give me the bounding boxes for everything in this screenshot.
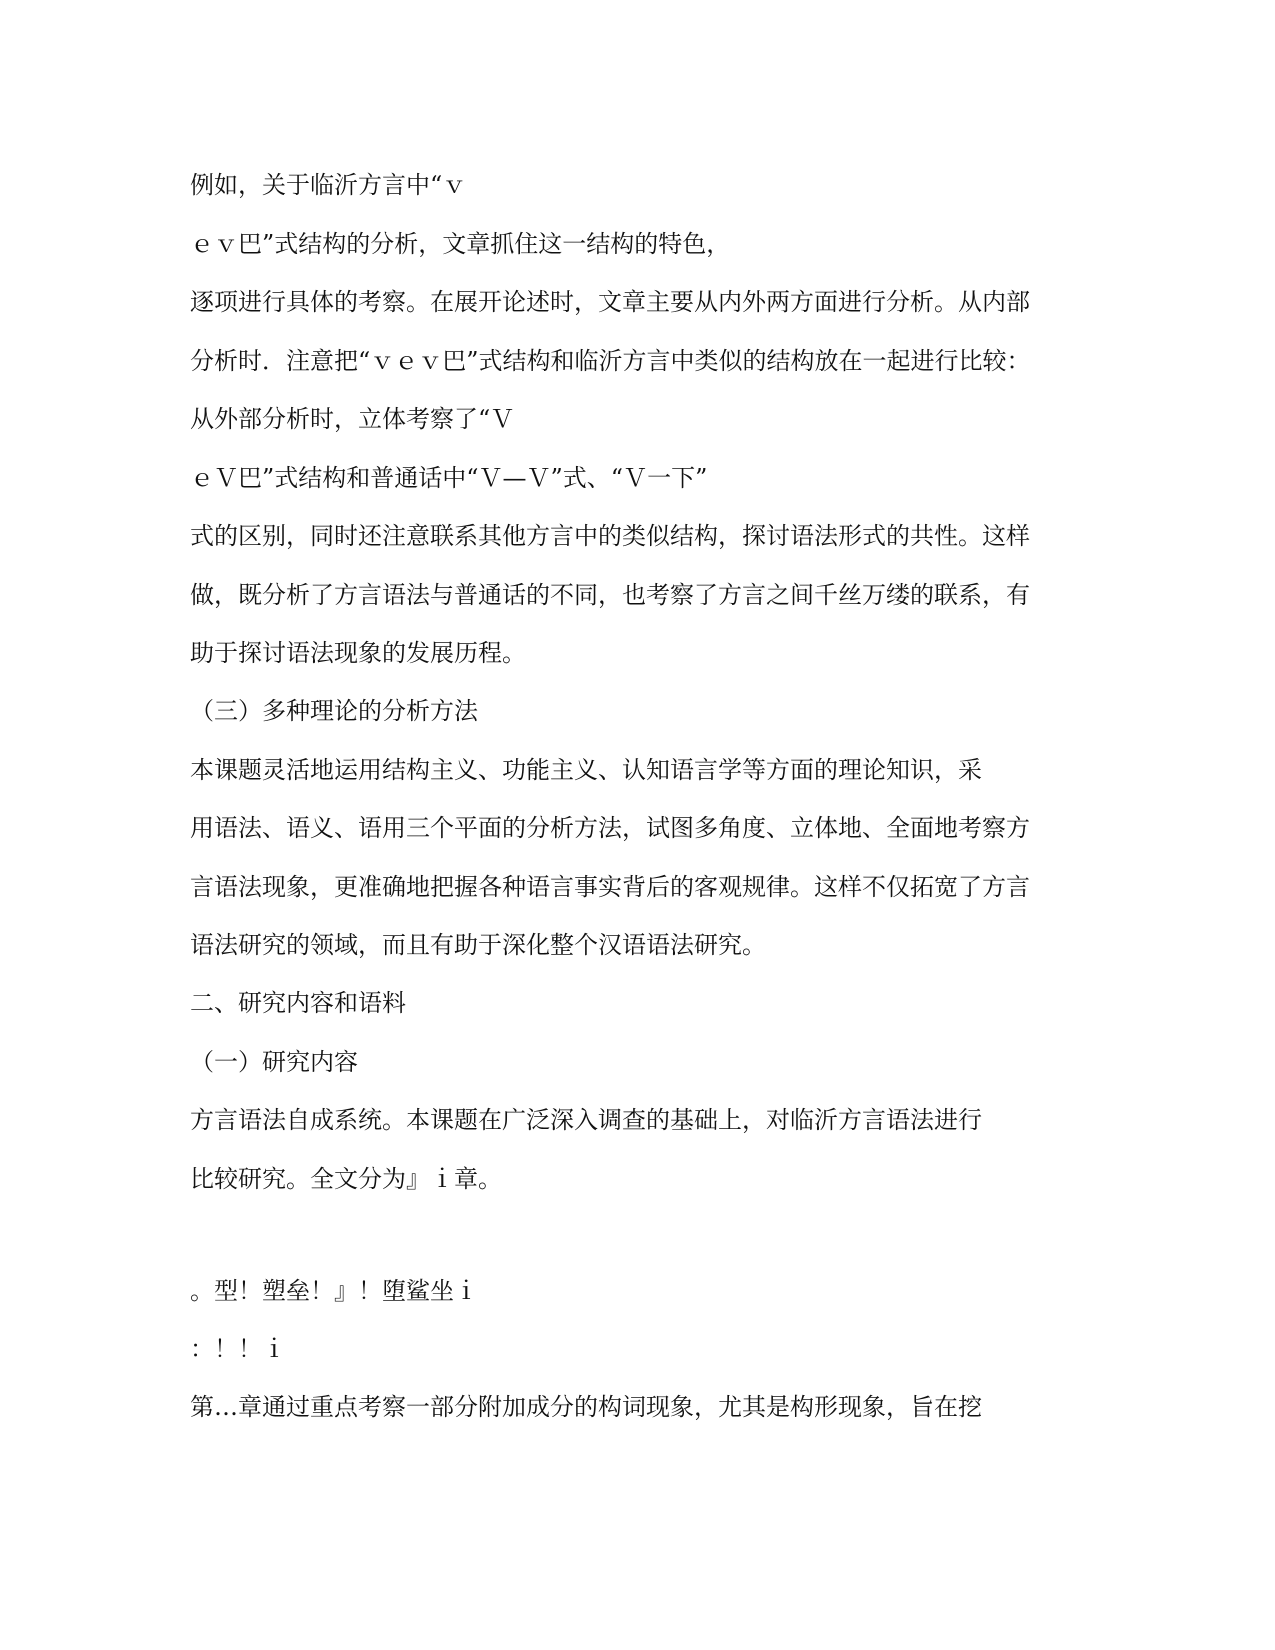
section-heading: （一）研究内容 <box>190 1048 358 1076</box>
text-line: 言语法现象，更准确地把握各种语言事实背后的客观规律。这样不仅拓宽了方言 <box>190 873 1030 901</box>
text-line: ｅＶ巴”式结构和普通话中“Ｖ—Ｖ”式、“Ｖ一下” <box>190 464 708 492</box>
text-line: 本课题灵活地运用结构主义、功能主义、认知语言学等方面的理论知识，采 <box>190 756 982 784</box>
text-line: 助于探讨语法现象的发展历程。 <box>190 639 526 667</box>
text-line: ｅｖ巴”式结构的分析，文章抓住这一结构的特色， <box>190 230 731 258</box>
text-line: 方言语法自成系统。本课题在广泛深入调查的基础上，对临沂方言语法进行 <box>190 1106 982 1134</box>
section-heading: 二、研究内容和语料 <box>190 989 406 1017</box>
text-line: 例如，关于临沂方言中“ｖ <box>190 171 467 199</box>
text-line: 比较研究。全文分为』ｉ章。 <box>190 1165 502 1193</box>
text-line: 逐项进行具体的考察。在展开论述时，文章主要从内外两方面进行分析。从内部 <box>190 288 1030 316</box>
text-line: 式的区别，同时还注意联系其他方言中的类似结构，探讨语法形式的共性。这样 <box>190 522 1030 550</box>
text-line: 。型！塑垒！』！堕鲨坐ｉ <box>190 1277 478 1305</box>
text-line: 语法研究的领域，而且有助于深化整个汉语语法研究。 <box>190 931 766 959</box>
section-heading: （三）多种理论的分析方法 <box>190 697 478 725</box>
text-line: 第…章通过重点考察一部分附加成分的构词现象，尤其是构形现象，旨在挖 <box>190 1393 982 1421</box>
text-line: 做，既分析了方言语法与普通话的不同，也考察了方言之间千丝万缕的联系，有 <box>190 581 1030 609</box>
text-line: 分析时．注意把“ｖｅｖ巴”式结构和临沂方言中类似的结构放在一起进行比较： <box>190 347 1031 375</box>
text-line: ：！！ｉ <box>190 1335 286 1363</box>
text-line: 用语法、语义、语用三个平面的分析方法，试图多角度、立体地、全面地考察方 <box>190 814 1030 842</box>
text-line: 从外部分析时，立体考察了“Ｖ <box>190 405 515 433</box>
